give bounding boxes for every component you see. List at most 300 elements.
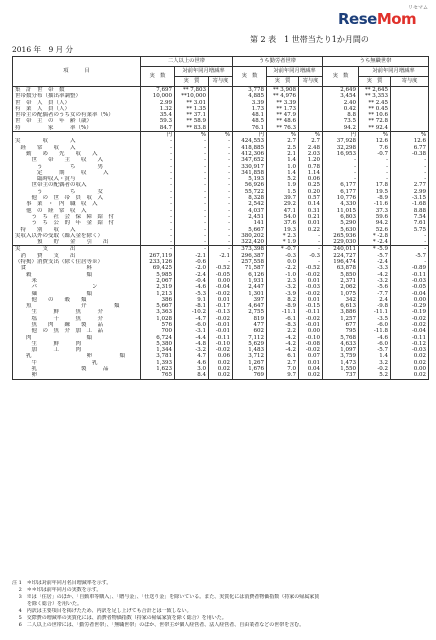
table-cell: - [299, 246, 323, 253]
table-cell: - [141, 182, 175, 188]
table-cell: 342 [323, 297, 359, 303]
table-cell: 76.1 [233, 125, 267, 132]
table-cell: -6.0 [359, 341, 391, 347]
table-cell: 0.02 [391, 360, 429, 366]
table-cell: -4.2 [267, 335, 299, 341]
table-cell: 4.7 [175, 353, 209, 359]
table-cell: -0.10 [209, 341, 233, 347]
table-cell: 8.88 [391, 208, 429, 214]
table-cell: ** 7,803 [175, 87, 209, 94]
table-cell: -0.19 [391, 309, 429, 315]
table-cell: -2.0 [175, 265, 209, 271]
table-cell: 6,126 [233, 272, 267, 278]
table-cell: - [175, 239, 209, 245]
table-cell: - [299, 233, 323, 239]
table-cell: 10,000 [141, 93, 175, 99]
table-cell: - [175, 151, 209, 157]
table-cell: - [209, 208, 233, 214]
table-cell: -0.02 [209, 316, 233, 322]
table-cell: 2.5 [267, 145, 299, 151]
table-cell: -3.2 [359, 278, 391, 284]
row-label: う ち 女 [13, 189, 141, 195]
table-cell: 12.6 [359, 138, 391, 144]
table-cell: 1.32 [141, 106, 175, 112]
table-cell: - [141, 214, 175, 220]
table-cell: - [141, 157, 175, 163]
row-label: 実収入以外の受取（繰入金を除く） [13, 233, 141, 239]
table-cell: -2.1 [209, 253, 233, 259]
table-cell: - [323, 157, 359, 163]
table-cell: ** 58.9 [175, 118, 209, 124]
table-cell: 9.7 [267, 372, 299, 379]
table-cell: - [175, 182, 209, 188]
table-cell: 267,119 [141, 253, 175, 259]
row-label: 魚 介 類 [13, 303, 141, 309]
table-cell: -0.02 [299, 316, 323, 322]
table-cell: - [323, 170, 359, 176]
table-cell: - [175, 195, 209, 201]
table-cell: -9.8 [359, 303, 391, 309]
table-cell: 0.02 [209, 366, 233, 372]
table-cell: 2.99 [391, 189, 429, 195]
table-cell: -3.5 [359, 316, 391, 322]
table-cell: 0.0 [267, 259, 299, 265]
table-cell: -2.4 [359, 259, 391, 265]
footnote-line: を除く総合）を用いた。 [12, 601, 83, 607]
table-cell: 5,630 [323, 227, 359, 233]
table-cell: ** 3.39 [267, 100, 299, 106]
table-cell: -0.15 [299, 303, 323, 309]
table-cell: - [209, 151, 233, 157]
table-cell: 2.1 [267, 151, 299, 157]
amount-header: 実 数 [141, 67, 175, 87]
table-cell: * 1.9 [267, 239, 299, 245]
table-cell: 795 [323, 328, 359, 334]
table-cell: 39.7 [267, 195, 299, 201]
footnotes [12, 580, 428, 629]
amount-header: 実 数 [233, 67, 267, 87]
table-cell: 1.73 [233, 106, 267, 112]
table-cell: -0.02 [209, 291, 233, 297]
row-label: 加 工 肉 [13, 347, 141, 353]
table-cell: -0.11 [391, 335, 429, 341]
table-cell: 1,393 [141, 360, 175, 366]
table-cell: 2.7 [299, 138, 323, 144]
table-cell [209, 125, 233, 132]
table-cell: - [209, 227, 233, 233]
table-cell: 32,298 [323, 145, 359, 151]
table-cell: - [299, 239, 323, 245]
table-cell: -0.11 [391, 272, 429, 278]
table-cell: % [175, 132, 209, 139]
table-cell: 7,112 [233, 335, 267, 341]
row-label: パ ン [13, 284, 141, 290]
row-label: 経 常 収 入 [13, 145, 141, 151]
row-label: う ち 男 [13, 164, 141, 170]
table-cell: * -0.7 [267, 246, 299, 253]
table-cell: - [141, 246, 175, 253]
table-cell: 322,420 [233, 239, 267, 245]
row-label: 食 料 [13, 265, 141, 271]
table-cell: -4.2 [267, 347, 299, 353]
table-cell: ** 0.45 [359, 106, 391, 112]
table-cell: 55,722 [233, 189, 267, 195]
table-cell: -4.4 [175, 335, 209, 341]
row-label: 集 計 世 帯 数 [13, 87, 141, 94]
table-row [13, 125, 429, 132]
table-title: 第 2 表 1 世帯当たり1か月間の [250, 35, 369, 44]
table-cell: 0.01 [299, 278, 323, 284]
table-cell: 1,623 [141, 366, 175, 372]
table-cell: 4.6 [175, 360, 209, 366]
table-cell: - [323, 176, 359, 182]
table-cell: -0.04 [209, 284, 233, 290]
table-cell [299, 87, 323, 94]
table-cell: - [175, 164, 209, 170]
table-cell: - [209, 220, 233, 226]
table-cell: -2.2 [267, 265, 299, 271]
table-cell: 3,759 [323, 353, 359, 359]
table-cell: **10,000 [175, 93, 209, 99]
table-cell: 1,257 [323, 316, 359, 322]
table-cell: - [391, 233, 429, 239]
footnote-line: 3 ※は「住居」のほか、「自動車等購入」、「贈与金」、「仕送り金」を除いている。また、実質化には消費者物価指数（持家の帰属家賃 [12, 594, 320, 600]
table-cell: 2,649 [323, 87, 359, 94]
row-label: 実 支 出 [13, 246, 141, 253]
row-label: 卵 [13, 372, 141, 379]
table-cell: 16,953 [323, 151, 359, 157]
table-cell: 330,917 [233, 164, 267, 170]
table-cell: 5,850 [323, 272, 359, 278]
table-cell: 0.02 [391, 372, 429, 379]
table-cell: % [209, 132, 233, 139]
table-cell: - [175, 138, 209, 144]
table-cell: 5.2 [267, 176, 299, 182]
table-cell: 7.61 [391, 220, 429, 226]
table-cell: -5.7 [359, 253, 391, 259]
row-label: う ち 社 会 保 障 給 付 [13, 214, 141, 220]
table-cell: 2.7 [267, 138, 299, 144]
real-header: 実 質 [359, 77, 391, 87]
table-cell: 602 [233, 328, 267, 334]
table-cell: - [391, 259, 429, 265]
row-label: 肉 類 [13, 335, 141, 341]
table-cell: - [391, 239, 429, 245]
table-cell: - [175, 214, 209, 220]
table-cell: 700 [141, 328, 175, 334]
table-cell: - [141, 227, 175, 233]
table-cell: 8.8 [323, 112, 359, 118]
table-cell: -11.6 [359, 201, 391, 207]
table-cell: - [391, 170, 429, 176]
table-cell: -3.15 [391, 195, 429, 201]
table-cell: -0.04 [391, 328, 429, 334]
table-cell: 56,926 [233, 182, 267, 188]
table-cell: 37.3 [359, 208, 391, 214]
table-cell: 59.6 [359, 214, 391, 220]
table-cell: -0.02 [209, 347, 233, 353]
footnote-line: 4 内訳は主要項目を掲げたため、内訳を足し上げても合計とは一致しない。 [12, 608, 192, 614]
table-cell: -5.6 [359, 284, 391, 290]
table-cell: 418,885 [233, 145, 267, 151]
group-header-worker: うち勤労者世帯 [233, 57, 323, 67]
contrib-header: 寄与度 [209, 77, 233, 87]
table-cell: -4.6 [175, 284, 209, 290]
table-cell: 2.7 [267, 360, 299, 366]
table-cell: - [209, 233, 233, 239]
table-cell: -0.2 [359, 366, 391, 372]
table-cell: 765 [141, 372, 175, 379]
table-cell: 4,330 [323, 201, 359, 207]
table-cell: 3.0 [175, 366, 209, 372]
table-cell: 2,542 [233, 201, 267, 207]
table-cell: -0.13 [209, 309, 233, 315]
table-cell: 6.77 [391, 145, 429, 151]
table-cell: 3.39 [233, 100, 267, 106]
table-cell: -0.11 [209, 335, 233, 341]
logo-mark: ReseMom [338, 10, 417, 28]
table-cell: 0.01 [299, 360, 323, 366]
table-cell [391, 125, 429, 132]
table-cell: -5.7 [359, 347, 391, 353]
table-cell: - [209, 214, 233, 220]
table-cell: ** 3.01 [175, 100, 209, 106]
table-cell: - [141, 208, 175, 214]
row-label: 穀 類 [13, 272, 141, 278]
row-label: 世帯数分布（抽出率調整） [13, 93, 141, 99]
table-cell: 576 [141, 322, 175, 328]
table-cell: -0.89 [391, 265, 429, 271]
table-cell: - [141, 220, 175, 226]
table-cell: -11.1 [267, 309, 299, 315]
table-cell: - [141, 138, 175, 144]
logo-kana: リセマム [408, 5, 428, 11]
table-cell: -0.04 [391, 291, 429, 297]
table-cell: -8.1 [175, 303, 209, 309]
table-cell: 819 [233, 316, 267, 322]
table-cell: - [209, 182, 233, 188]
table-cell: 3,778 [233, 87, 267, 94]
table-cell: -0.7 [359, 151, 391, 157]
table-cell: - [209, 201, 233, 207]
table-cell: 6,724 [141, 335, 175, 341]
table-cell: 7.6 [359, 145, 391, 151]
table-cell: 477 [233, 322, 267, 328]
table-cell: 0.31 [299, 208, 323, 214]
table-cell: 1,931 [233, 278, 267, 284]
table-cell: -0.10 [299, 335, 323, 341]
change-header: 対前年同月増減率 [175, 67, 233, 77]
table-cell: 8.4 [175, 372, 209, 379]
table-cell: 141 [233, 220, 267, 226]
table-cell: * 2.3 [267, 233, 299, 239]
row-label: 他 の 世 帯 員 収 入 [13, 195, 141, 201]
table-cell: - [209, 138, 233, 144]
table-cell: 0.01 [299, 220, 323, 226]
table-cell: - [141, 151, 175, 157]
row-label: 他 の 魚 介 加 工 品 [13, 328, 141, 334]
table-cell: - [175, 227, 209, 233]
row-label [13, 132, 141, 139]
row-label: 実 収 入 [13, 138, 141, 144]
table-cell: 0.57 [299, 195, 323, 201]
table-cell: 0.00 [391, 297, 429, 303]
table-cell: 6.1 [267, 353, 299, 359]
table-cell: 7.54 [391, 214, 429, 220]
table-cell: ** 72.8 [359, 118, 391, 124]
table-cell: 0.22 [299, 227, 323, 233]
table-cell: ** 37.1 [175, 112, 209, 118]
table-cell: 73.5 [323, 118, 359, 124]
table-cell: 48.1 [233, 112, 267, 118]
table-cell: - [359, 164, 391, 170]
table-cell: 1.20 [299, 157, 323, 163]
table-cell: 0.02 [209, 372, 233, 379]
footnote-line: 6 二人以上の世帯には、「勤労者世帯」、「無職世帯」のほか、世帯主が個人経営者、法人経営者、自由業者などの世帯を含む。 [12, 622, 305, 628]
table-cell: -5.3 [175, 291, 209, 297]
table-cell: -0.29 [391, 303, 429, 309]
table-cell: 1.4 [267, 170, 299, 176]
table-cell: 1.5 [267, 189, 299, 195]
table-cell: - [209, 170, 233, 176]
group-header-nonworker: うち無職世帯 [323, 57, 429, 67]
table-cell: 1,028 [141, 316, 175, 322]
table-cell: - [141, 189, 175, 195]
table-cell: 0.04 [299, 366, 323, 372]
row-label: 米 [13, 278, 141, 284]
table-cell: 1,344 [141, 347, 175, 353]
table-cell: 257,558 [233, 259, 267, 265]
table-cell: ** 1.73 [267, 106, 299, 112]
table-cell: 196,474 [323, 259, 359, 265]
table-cell: 1,550 [323, 366, 359, 372]
table-cell: 1,097 [323, 347, 359, 353]
table-cell: 2,067 [141, 278, 175, 284]
table-cell: - [391, 157, 429, 163]
table-cell: -3.9 [267, 291, 299, 297]
table-cell: 2.77 [391, 182, 429, 188]
table-cell: 37,928 [323, 138, 359, 144]
table-cell: 6,803 [323, 214, 359, 220]
table-cell: 2,447 [233, 284, 267, 290]
table-cell: 0.01 [209, 297, 233, 303]
table-cell: 2,319 [141, 284, 175, 290]
table-cell: 2.40 [323, 100, 359, 106]
table-cell: -0.11 [299, 309, 323, 315]
table-cell: - [209, 157, 233, 163]
table-cell: 0.06 [299, 176, 323, 182]
table-cell: 0.00 [391, 366, 429, 372]
table-cell: 3,781 [141, 353, 175, 359]
table-cell: ** 4,976 [267, 93, 299, 99]
real-header: 実 質 [267, 77, 299, 87]
contrib-header: 寄与度 [391, 77, 429, 87]
table-cell: 94.2 [359, 220, 391, 226]
table-cell: -2.1 [175, 253, 209, 259]
table-cell: - [141, 176, 175, 182]
table-cell: 0.07 [299, 353, 323, 359]
row-label: 消 費 支 出 [13, 253, 141, 259]
table-cell: ** 3,908 [267, 87, 299, 94]
table-cell: - [209, 195, 233, 201]
table-cell: -4.6 [359, 335, 391, 341]
table-cell: - [299, 259, 323, 265]
table-cell: 2.48 [299, 145, 323, 151]
table-cell: -1.0 [267, 272, 299, 278]
table-cell: -4.2 [359, 272, 391, 278]
period-label: 2016 年 9 月 分 [12, 45, 74, 54]
table-cell: 0.14 [299, 201, 323, 207]
table-cell: 1.0 [267, 164, 299, 170]
row-label: 乳 製 品 [13, 366, 141, 372]
table-cell: 4,037 [233, 208, 267, 214]
table-cell: -7.7 [359, 291, 391, 297]
table-cell: - [175, 220, 209, 226]
table-cell: - [175, 176, 209, 182]
table-cell: - [359, 170, 391, 176]
table-cell: 1.4 [267, 157, 299, 163]
table-cell: -8.3 [267, 322, 299, 328]
row-label: 他 の 経 常 収 入 [13, 208, 141, 214]
table-cell: - [323, 164, 359, 170]
table-cell: 1.9 [267, 182, 299, 188]
table-cell: -4.8 [175, 341, 209, 347]
table-cell: 769 [233, 372, 267, 379]
table-cell: 48.5 [233, 118, 267, 124]
table-cell: -1.68 [391, 201, 429, 207]
table-cell: -8.9 [359, 195, 391, 201]
table-cell: 52.6 [359, 227, 391, 233]
row-label: 世 帯 人 員（人） [13, 100, 141, 106]
table-cell: 0.02 [209, 360, 233, 366]
row-label: 有 業 人 員（人） [13, 106, 141, 112]
table-cell: -0.02 [391, 322, 429, 328]
table-cell: -3.2 [175, 347, 209, 353]
row-label: 生 鮮 魚 介 [13, 309, 141, 315]
table-cell: ** 10.6 [359, 112, 391, 118]
table-cell: 17.8 [359, 182, 391, 188]
table-cell: - [209, 176, 233, 182]
table-cell: -0.52 [209, 265, 233, 271]
table-cell: 737 [323, 372, 359, 379]
table-cell: 2.03 [299, 151, 323, 157]
table-cell: 3,712 [233, 353, 267, 359]
table-cell: 9.1 [175, 297, 209, 303]
table-cell: ** 2.45 [359, 100, 391, 106]
row-label: 生 鮮 肉 [13, 341, 141, 347]
table-cell: 6,613 [323, 303, 359, 309]
row-label: 世帯主の配偶者の収入 [13, 182, 141, 188]
table-cell: 341,858 [233, 170, 267, 176]
table-cell: -0.02 [299, 291, 323, 297]
group-header-all: 二人以上の世帯 [141, 57, 233, 67]
table-cell: - [359, 157, 391, 163]
table-cell: 2,451 [233, 214, 267, 220]
table-cell: 54.0 [267, 214, 299, 220]
table-cell: -0.02 [299, 272, 323, 278]
table-cell: -0.05 [209, 272, 233, 278]
table-cell: 2.2 [267, 328, 299, 334]
table-cell: 5.2 [359, 372, 391, 379]
table-cell: 1,473 [323, 360, 359, 366]
table-cell: 円 [233, 132, 267, 139]
table-cell: - [209, 246, 233, 253]
table-cell: -6.0 [359, 322, 391, 328]
table-cell: 2.3 [267, 278, 299, 284]
table-cell: 円 [141, 132, 175, 139]
table-cell: 1,483 [233, 347, 267, 353]
change-header: 対前年同月増減率 [267, 67, 323, 77]
